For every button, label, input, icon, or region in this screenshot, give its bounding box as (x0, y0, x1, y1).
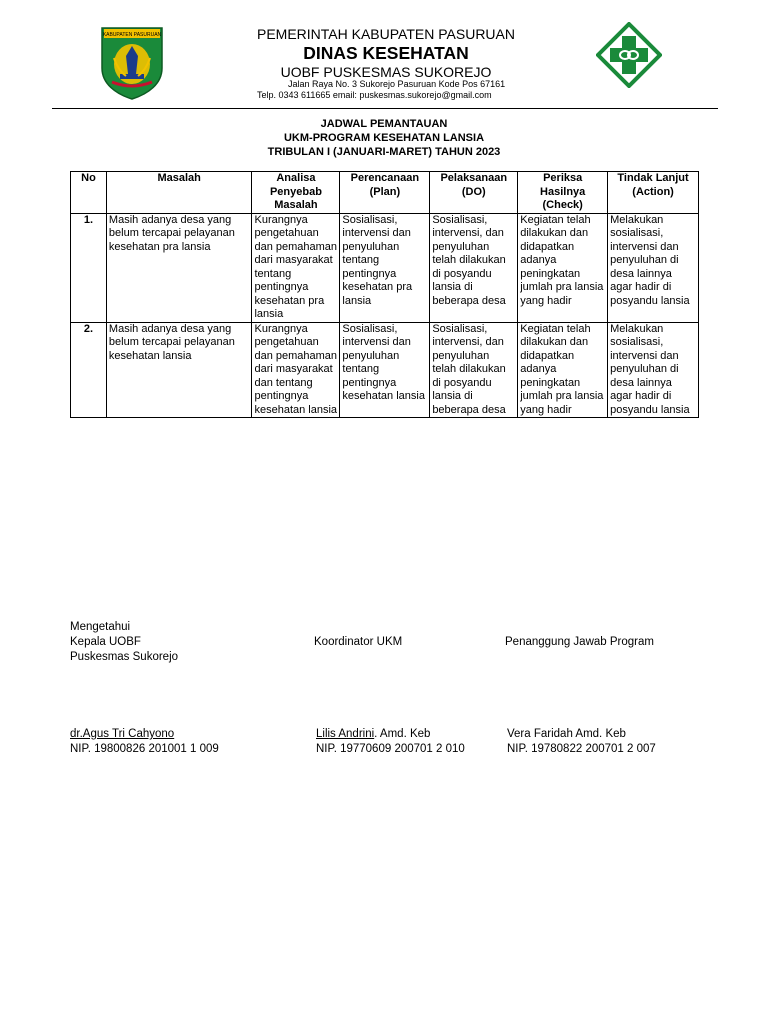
coordinator-title: . Amd. Keb (374, 728, 431, 740)
cell-masalah: Masih adanya desa yang belum tercapai pelayanan kesehatan pra lansia (106, 213, 252, 322)
header-do: Pelaksanaan (DO) (430, 172, 518, 214)
header-plan: Perencanaan (Plan) (340, 172, 430, 214)
contact-line: Telp. 0343 611665 email: puskesmas.sukorejo@gmail.com (257, 90, 492, 100)
title-line-2: UKM-PROGRAM KESEHATAN LANSIA (283, 132, 485, 144)
cell-check: Kegiatan telah dilakukan dan didapatkan adanya peningkatan jumlah pra lansia yang hadir (518, 322, 608, 418)
puskesmas-cross-icon (596, 22, 662, 88)
cell-plan: Sosialisasi, intervensi dan penyuluhan tentang pentingnya kesehatan pra lansia (340, 213, 430, 322)
title-line-1: JADWAL PEMANTAUAN (320, 118, 448, 130)
head-role-line-1: Kepala UOBF (70, 636, 141, 648)
cell-check: Kegiatan telah dilakukan dan didapatkan adanya peningkatan jumlah pra lansia yang hadir (518, 213, 608, 322)
header-divider (52, 108, 718, 109)
signature-head-identity (70, 727, 219, 757)
document-title (184, 117, 584, 159)
signature-coordinator-identity (316, 727, 465, 757)
program-nip: NIP. 19780822 200701 2 007 (507, 743, 656, 755)
government-name: PEMERINTAH KABUPATEN PASURUAN (256, 26, 515, 42)
signature-block-head (70, 620, 178, 665)
department-name: DINAS KESEHATAN (303, 43, 469, 63)
header-check: Periksa Hasilnya (Check) (518, 172, 608, 214)
coordinator-role: Koordinator UKM (314, 636, 403, 648)
cell-do: Sosialisasi, intervensi, dan penyuluhan telah dilakukan di posyandu lansia di beberapa desa (430, 213, 518, 322)
header-no: No (71, 172, 107, 214)
coordinator-name-line (316, 727, 465, 742)
header-analisa: Analisa Penyebab Masalah (252, 172, 340, 214)
cell-analisa: Kurangnya pengetahuan dan pemahaman dari masyarakat dan tentang pentingnya kesehatan lansia (252, 322, 340, 418)
cell-analisa: Kurangnya pengetahuan dan pemahaman dari masyarakat tentang pentingnya kesehatan pra lansia (252, 213, 340, 322)
header-masalah: Masalah (106, 172, 252, 214)
table-header-row (71, 172, 699, 214)
coordinator-name: Lilis Andrini (316, 728, 375, 740)
emblem-text: KABUPATEN PASURUAN (102, 32, 162, 38)
cell-do: Sosialisasi, intervensi, dan penyuluhan telah dilakukan di posyandu lansia di beberapa desa (430, 322, 518, 418)
unit-name: UOBF PUSKESMAS SUKOREJO (280, 64, 492, 80)
cell-plan: Sosialisasi, intervensi dan penyuluhan tentang pentingnya kesehatan lansia (340, 322, 430, 418)
letterhead (190, 26, 582, 81)
table-row (71, 322, 699, 418)
cell-masalah: Masih adanya desa yang belum tercapai pelayanan kesehatan lansia (106, 322, 252, 418)
monitoring-schedule-table (70, 171, 699, 418)
signature-program-identity (507, 727, 656, 757)
program-role: Penanggung Jawab Program (505, 636, 654, 648)
acknowledged-label: Mengetahui (70, 621, 131, 633)
table-row (71, 213, 699, 322)
address-line: Jalan Raya No. 3 Sukorejo Pasuruan Kode Pos 67161 (288, 79, 506, 89)
program-name: Vera Faridah Amd. Keb (507, 728, 626, 740)
head-name: dr.Agus Tri Cahyono (70, 728, 175, 740)
coordinator-nip: NIP. 19770609 200701 2 010 (316, 743, 465, 755)
regency-emblem-icon (98, 24, 166, 100)
cell-action: Melakukan sosialisasi, intervensi dan penyuluhan di desa lainnya agar hadir di posyandu lansia (608, 322, 699, 418)
head-role-line-2: Puskesmas Sukorejo (70, 651, 179, 663)
cell-no: 1. (71, 213, 107, 322)
head-nip: NIP. 19800826 201001 1 009 (70, 743, 219, 755)
cell-no: 2. (71, 322, 107, 418)
header-action: Tindak Lanjut (Action) (608, 172, 699, 214)
title-line-3: TRIBULAN I (JANUARI-MARET) TAHUN 2023 (267, 146, 501, 158)
cell-action: Melakukan sosialisasi, intervensi dan penyuluhan di desa lainnya agar hadir di posyandu lansia (608, 213, 699, 322)
